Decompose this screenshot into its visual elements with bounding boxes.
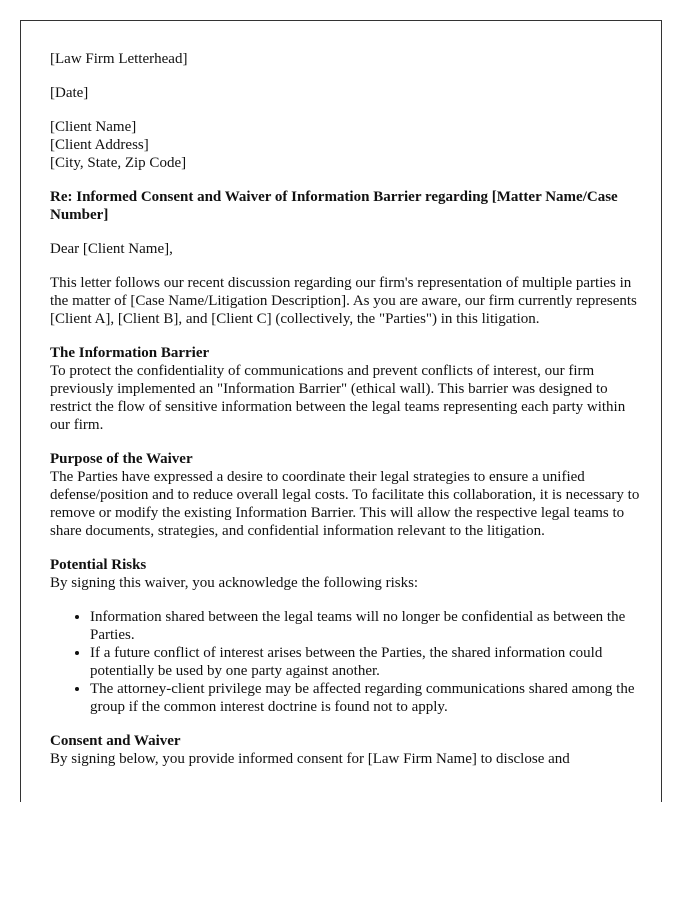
client-address-block: [50, 118, 640, 172]
risk-item: • The attorney-client privilege may be affected regarding communications shared among the group if the common interest doctrine is found not to apply.: [90, 680, 640, 716]
intro-paragraph: This letter follows our recent discussion regarding our firm's representation of multiple parties in the matter of [Case Name/Litigation Description]. As you are aware, our firm currently represents [Client A], [Client B], and [Client C] (collectively, the "Parties") in this litigation.: [50, 275, 637, 327]
section-heading: The Information Barrier: [50, 345, 210, 361]
risk-item: • If a future conflict of interest arises between the Parties, the shared information could potentially be used by one party against another.: [90, 644, 640, 680]
section-consent-and-waiver: [50, 732, 640, 768]
section-body: To protect the confidentiality of communications and prevent conflicts of interest, our firm previously implemented an "Information Barrier" (ethical wall). This barrier was designed to restrict the flow of sensitive information between the legal teams representing each party within our firm.: [50, 363, 626, 433]
section-heading: Consent and Waiver: [50, 733, 181, 749]
section-purpose-of-waiver: [50, 450, 640, 540]
client-address: [Client Address]: [50, 137, 149, 153]
subject-line: Re: Informed Consent and Waiver of Information Barrier regarding [Matter Name/Case Number]: [50, 189, 618, 223]
letter-page: [20, 20, 662, 802]
section-body: By signing this waiver, you acknowledge the following risks:: [50, 575, 419, 591]
section-potential-risks: [50, 556, 640, 716]
salutation: Dear [Client Name],: [50, 241, 173, 257]
risk-list: [50, 608, 640, 716]
section-body: The Parties have expressed a desire to coordinate their legal strategies to ensure a unified defense/position and to reduce overall legal costs. To facilitate this collaboration, it is necessary to remove or modify the existing Information Barrier. This will allow the respective legal teams to share documents, strategies, and confidential information relevant to the litigation.: [50, 469, 640, 539]
section-heading: Purpose of the Waiver: [50, 451, 193, 467]
risk-item: • Information shared between the legal teams will no longer be confidential as between the Parties.: [90, 608, 640, 644]
section-heading: Potential Risks: [50, 557, 147, 573]
letterhead: [Law Firm Letterhead]: [50, 51, 188, 67]
date: [Date]: [50, 85, 89, 101]
section-body: By signing below, you provide informed consent for [Law Firm Name] to disclose and: [50, 751, 570, 767]
client-name: [Client Name]: [50, 119, 137, 135]
client-city: [City, State, Zip Code]: [50, 155, 187, 171]
section-information-barrier: [50, 344, 640, 434]
